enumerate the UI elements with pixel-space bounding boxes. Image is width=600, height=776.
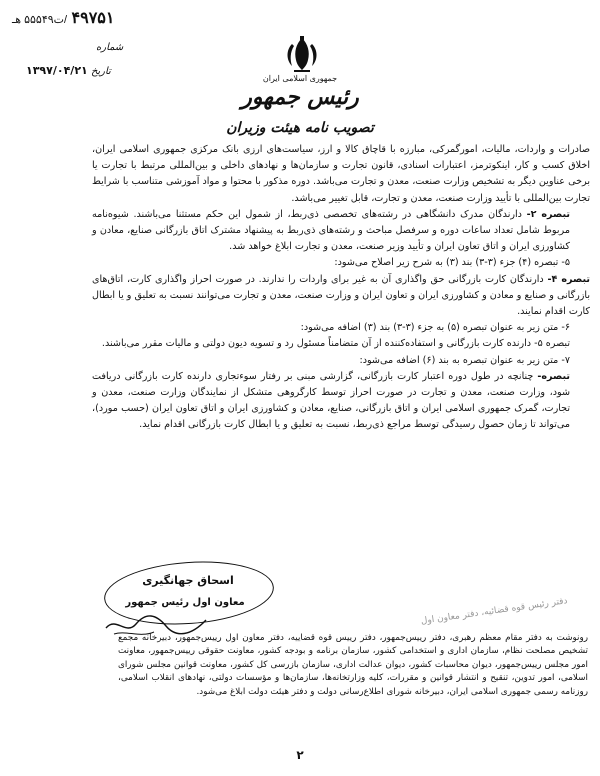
date-label: تاریخ (90, 66, 111, 77)
date-value: ۱۳۹۷/۰۴/۲۱ (26, 64, 88, 77)
note-4-label: تبصره ۴- (547, 273, 590, 285)
distribution-list: رونوشت به دفتر مقام معظم رهبری، دفتر رییس‌جمهور، دفتر رییس قوه قضاییه، دفتر معاون اول رییس‌جمهور، دبیرخانه مجمع تشخیص مصلحت نظام، سازمان اداری و استخدامی کشور، سازمان برنامه و بودجه کشور، معاونت حقوقی رییس‌جمهور، معاونت امور مجلس رییس‌جمهور، دیوان محاسبات کشور، دیوان عدالت اداری، سازمان بازرسی کل کشور، معاونت قوانین مجلس شورای اسلامی، امور تدوین، تنقیح و انتشار قوانین و مقررات، کلیه وزارتخانه‌ها، سازمان‌ها و مؤسسات دولتی، نهادهای انقلاب اسلامی، روزنامه رسمی جمهوری اسلامی ایران، دبیرخانه شورای اطلاع‌رسانی دولت و دفتر هیئت دولت ابلاغ می‌شود. (118, 633, 588, 697)
republic-label: جمهوری اسلامی ایران (262, 74, 338, 83)
note-label: تبصره- (537, 370, 570, 382)
body-item-7: ۷- متن زیر به عنوان تبصره به بند (۶) اضافه می‌شود: (359, 354, 570, 366)
emblem-icon (280, 34, 324, 74)
body-item-6: ۶- متن زیر به عنوان تبصره (۵) به جزء (۳-۳) بند (۳) اضافه می‌شود: (300, 322, 570, 334)
document-body (92, 142, 590, 434)
body-paragraph-note-5: تبصره ۵- دارنده کارت بازرگانی و استفاده‌کننده از آن متضامناً مسئول رد و تسویه دیون دولتی و مالیات مقرر می‌باشند. (101, 338, 570, 350)
note-4-text: دارندگان کارت بازرگانی حق واگذاری آن به غیر برای واردات را ندارند. در صورت احراز واگذاری کارت، اتاق‌های بازرگانی و صنایع و معادن و کشاورزی ایران و تعاون ایران و وزارت صنعت، معدن و تجارت می‌توانند نسبت به تعلیق و یا ابطال کارت اقدام نمایند. (92, 273, 590, 318)
body-paragraph-note-2 (92, 207, 590, 256)
note-2-label: تبصره ۲- (526, 208, 570, 220)
body-item-5: ۵- تبصره (۴) جزء (۳-۳) بند (۳) به شرح زیر اصلاح می‌شود: (334, 257, 570, 269)
page-number: ۲ (296, 748, 304, 762)
body-paragraph-1: صادرات و واردات، مالیات، امورگمرکی، مبارزه با قاچاق کالا و ارز، سیاست‌های ارزی بانک مرکزی جمهوری اسلامی ایران، اخلاق کسب و کار، اینکوترمز، اعتبارات اسنادی، قانون تجارت و سازمان‌ها و نهادهای داخلی و بین‌المللی مرتبط با تجارت یا برخی عناوین دیگر به تشخیص وزارت صنعت، معدن و تجارت می‌باشد. دوره مذکور با محتوا و مواد آموزشی متناسب با شرایط تجارت بین‌المللی با تأیید وزارت صنعت، معدن و تجارت، قابل تغییر می‌باشد. (92, 144, 590, 204)
letter-number (12, 8, 114, 28)
note-2-text: دارندگان مدرک دانشگاهی در رشته‌های تخصصی ذی‌ربط، از شمول این حکم مستثنا می‌باشند. شیوه‌نامه مربوط شامل تعداد ساعات دوره و سرفصل مباحث و رشته‌های ذی‌ربط به پیشنهاد مشترک اتاق بازرگانی صنایع، معادن و کشاورزی ایران و اتاق تعاون ایران و تأیید وزیر صنعت، معدن و تجارت ابلاغ خواهد شد. (92, 208, 570, 253)
cabinet-approval-title: تصویب نامه هیئت وزیران (226, 120, 374, 136)
president-title: رئیس جمهور (241, 84, 359, 110)
signatory-title: معاون اول رئیس جمهور (125, 597, 245, 608)
body-paragraph-note (92, 369, 590, 434)
letter-number-handwritten: ۴۹۷۵۱ (71, 10, 115, 27)
letter-number-typed: /ت۵۵۵۴۹ هـ (12, 14, 68, 26)
note-text: چنانچه در طول دوره اعتبار کارت بازرگانی، گزارشی مبنی بر رفتار سوءتجاری دارنده کارت بازرگانی دریافت شود، وزارت صنعت، معدن و تجارت در صورت احراز توسط کارگروهی متشکل از نمایندگان وزارت صنعت، معدن و تجارت، گمرک جمهوری اسلامی ایران و اتاق بازرگانی، صنایع، معادن و کشاورزی ایران و اتاق تعاون ایران (حسب مورد)، می‌تواند تا زمان حصول رسیدگی توسط مراجع ذی‌ربط، نسبت به تعلیق و یا ابطال کارت بازرگانی اقدام نماید. (92, 370, 570, 431)
shomare-label: شماره (96, 42, 124, 53)
received-stamp: دفتر رئیس قوه قضائیه، دفتر معاون اول (420, 596, 569, 627)
signatory-name: اسحاق جهانگیری (142, 574, 234, 587)
body-paragraph-note-4 (92, 272, 590, 321)
